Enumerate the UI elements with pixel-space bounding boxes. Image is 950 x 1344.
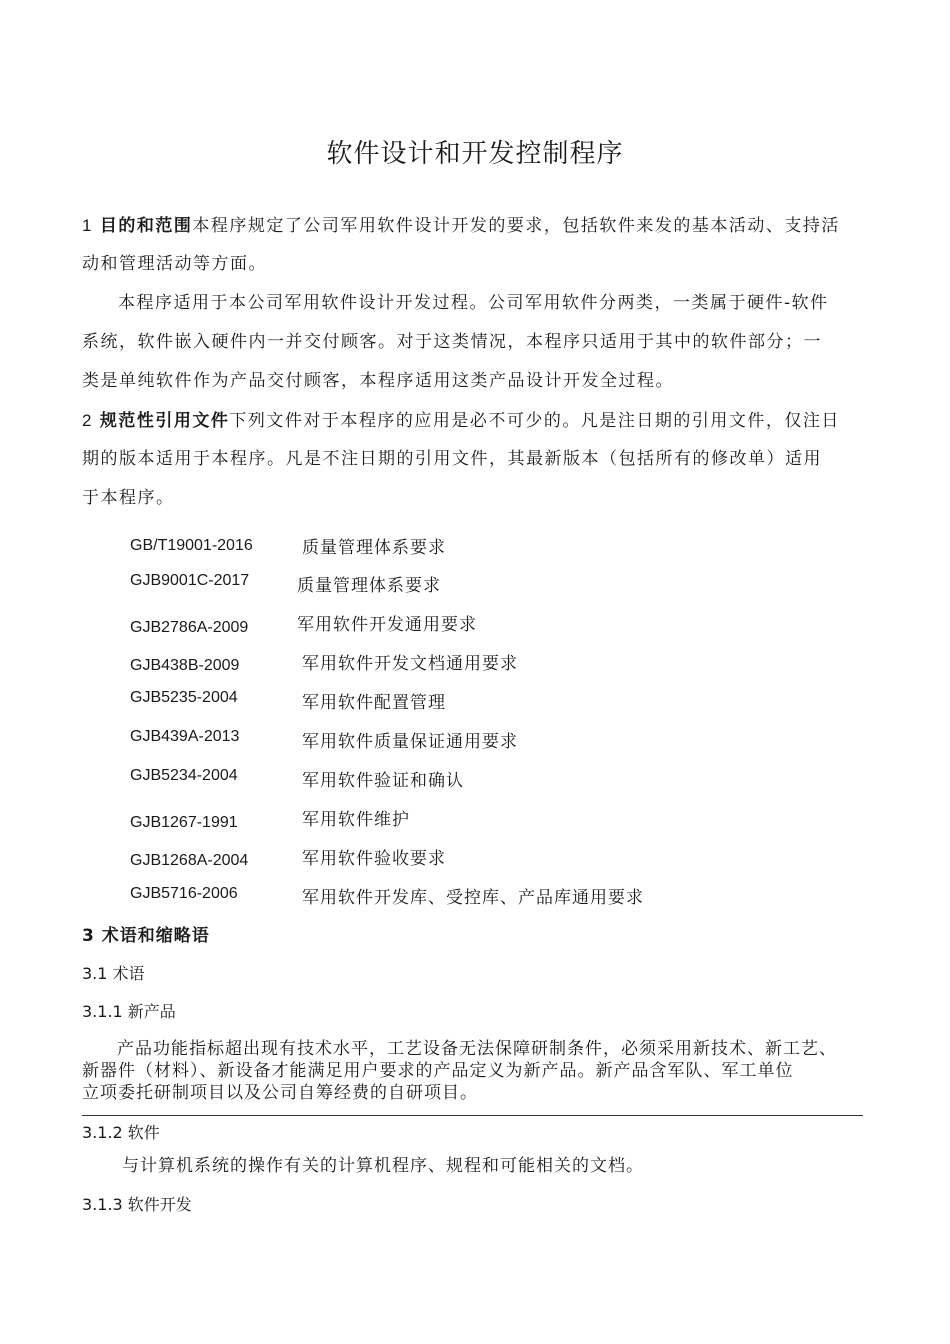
ref-name: 军用软件质量保证通用要求: [302, 732, 518, 752]
section-1-p2-line-2: 系统，软件嵌入硬件内一并交付顾客。对于这类情况，本程序只适用于其中的软件部分；一: [82, 332, 822, 352]
section-1-p2-line-3: 类是单纯软件作为产品交付顾客，本程序适用这类产品设计开发全过程。: [82, 371, 674, 391]
section-2-line-3: 于本程序。: [82, 488, 175, 508]
definition-new-product-line-1: 产品功能指标超出现有技术水平，工艺设备无法保障研制条件，必须采用新技术、新工艺、: [117, 1039, 837, 1059]
ref-code: GJB5235-2004: [130, 689, 238, 706]
ref-code: GJB439A-2013: [130, 728, 240, 745]
definition-new-product-line-3: 立项委托研制项目以及公司自筹经费的自研项目。: [82, 1083, 478, 1103]
ref-code: GJB2786A-2009: [130, 619, 249, 636]
section-3-heading: 3 术语和缩略语: [82, 926, 210, 946]
horizontal-divider: [82, 1115, 863, 1116]
subsection-3-1-2-heading: 3.1.2 软件: [82, 1123, 160, 1142]
ref-name: 军用软件配置管理: [302, 693, 446, 713]
document-title: 软件设计和开发控制程序: [326, 139, 624, 169]
ref-code: GJB1268A-2004: [130, 852, 249, 869]
ref-code: GB/T19001-2016: [130, 537, 253, 554]
ref-name: 军用软件维护: [302, 810, 410, 830]
ref-code: GJB1267-1991: [130, 814, 238, 831]
ref-name: 质量管理体系要求: [297, 576, 441, 596]
definition-new-product-line-2: 新器件（材料）、新设备才能满足用户要求的产品定义为新产品。新产品含军队、军工单位: [82, 1061, 794, 1081]
ref-name: 军用软件开发文档通用要求: [302, 654, 518, 674]
subsection-3-1-1-heading: 3.1.1 新产品: [82, 1002, 176, 1021]
definition-software: 与计算机系统的操作有关的计算机程序、规程和可能相关的文档。: [122, 1156, 644, 1176]
ref-code: GJB5716-2006: [130, 885, 238, 902]
section-2-heading: 规范性引用文件: [99, 411, 230, 431]
ref-name: 军用软件验证和确认: [302, 771, 464, 791]
ref-code: GJB9001C-2017: [130, 572, 250, 589]
section-1-number: 1: [82, 216, 93, 235]
ref-name: 质量管理体系要求: [302, 538, 446, 558]
section-2-number: 2: [82, 411, 93, 430]
ref-name: 军用软件开发库、受控库、产品库通用要求: [302, 888, 644, 908]
subsection-3-1-heading: 3.1 术语: [82, 964, 145, 983]
section-2-text: 下列文件对于本程序的应用是必不可少的。凡是注日期的引用文件，仅注日: [229, 411, 840, 431]
section-1-p2-line-1: 本程序适用于本公司军用软件设计开发过程。公司军用软件分两类，一类属于硬件-软件: [118, 293, 829, 313]
section-1-line-2: 动和管理活动等方面。: [82, 254, 267, 274]
ref-code: GJB438B-2009: [130, 657, 240, 674]
section-1-heading: 目的和范围: [99, 216, 193, 236]
section-1-line-1: [82, 206, 840, 246]
section-2-line-1: [82, 401, 840, 441]
ref-name: 军用软件验收要求: [302, 849, 446, 869]
ref-code: GJB5234-2004: [130, 767, 238, 784]
subsection-3-1-3-heading: 3.1.3 软件开发: [82, 1195, 192, 1214]
section-2-line-2: 期的版本适用于本程序。凡是不注日期的引用文件，其最新版本（包括所有的修改单）适用: [82, 449, 822, 469]
ref-name: 军用软件开发通用要求: [297, 615, 477, 635]
section-1-text: 本程序规定了公司军用软件设计开发的要求，包括软件来发的基本活动、支持活: [192, 216, 840, 236]
